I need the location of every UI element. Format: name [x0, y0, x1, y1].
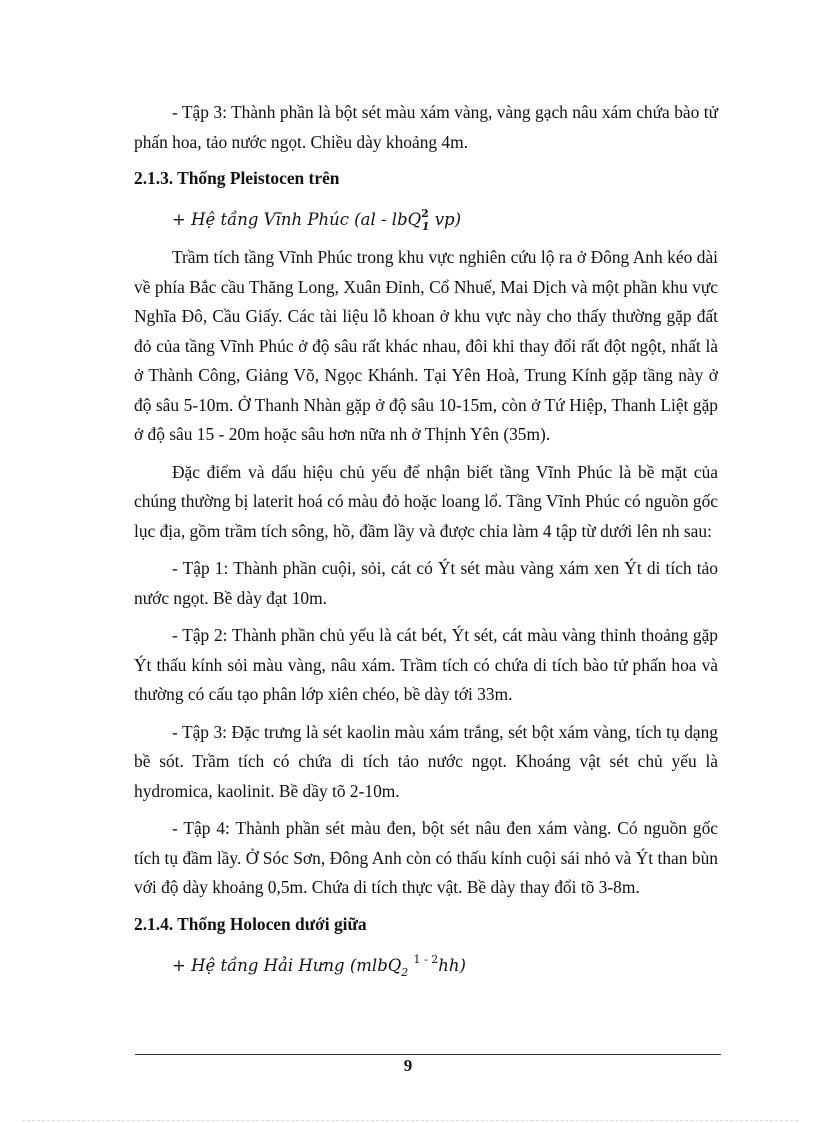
formula-prefix: + Hệ tầng Vĩnh Phúc (al - lbQ: [172, 210, 422, 229]
page-bottom-edge: [22, 1120, 798, 1121]
formula-prefix: + Hệ tầng Hải Hưng (mlbQ: [172, 955, 402, 975]
formula-superscript: 2: [421, 207, 429, 220]
formula-superscript: 1 - 2: [413, 952, 439, 966]
paragraph-tap3: - Tập 3: Đặc trưng là sét kaolin màu xám trắng, sét bột xám vàng, tích tụ dạng bề sót. Trầm tích có chứa di tích tảo nước ngọt. Khoáng vật sét chủ yếu là hydromica, kaolinit. Bề dầy tõ 2-10m.: [134, 721, 718, 801]
formula-suffix: vp): [434, 210, 462, 229]
formula-hai-hung: [134, 949, 718, 985]
formula-vinh-phuc: [134, 203, 718, 239]
formula-subscript: 1: [421, 220, 430, 233]
footer-divider: [135, 1054, 721, 1055]
paragraph-tap2: - Tập 2: Thành phần chủ yếu là cát bét, Ýt sét, cát màu vàng thỉnh thoảng gặp Ýt thấu kính sỏi màu vàng, nâu xám. Trầm tích có chứa di tích bào tử phấn hoa và thường có cấu tạo phân lớp xiên chéo, bề dày tới 33m.: [134, 625, 718, 704]
formula-subscript: 2: [401, 965, 409, 979]
paragraph-tap3-top: - Tập 3: Thành phần là bột sét màu xám vàng, vàng gạch nâu xám chứa bào tử phấn hoa, tảo nước ngọt. Chiều dày khoảng 4m.: [134, 102, 718, 152]
paragraph-tap4: - Tập 4: Thành phần sét màu đen, bột sét nâu đen xám vàng. Có nguồn gốc tích tụ đầm lầy. Ở Sóc Sơn, Đông Anh còn có thấu kính cuội sái nhỏ và Ýt than bùn với độ dày khoảng 0,5m. Chứa di tích thực vật. Bề dày thay đổi tõ 3-8m.: [134, 818, 718, 897]
section-heading-2-1-3: 2.1.3. Thống Pleistocen trên: [134, 168, 340, 188]
paragraph-tap1: - Tập 1: Thành phần cuội, sỏi, cát có Ýt sét màu vàng xám xen Ýt di tích tảo nước ngọt. Bề dày đạt 10m.: [134, 558, 718, 608]
paragraph-vinh-phuc-location: Trầm tích tầng Vĩnh Phúc trong khu vực nghiên cứu lộ ra ở Đông Anh kéo dài về phía Bắc cầu Thăng Long, Xuân Đỉnh, Cổ Nhuế, Mai Dịch và một phần khu vực Nghĩa Đô, Cầu Giấy. Các tài liệu lỗ khoan ở khu vực này cho thấy thường gặp đất đỏ của tầng Vĩnh Phúc ở độ sâu rất khác nhau, đôi khi thay đổi rất đột ngột, nhất là ở Thành Công, Giảng Võ, Ngọc Khánh. Tại Yên Hoà, Trung Kính gặp tầng này ở độ sâu 5-10m. Ở Thanh Nhàn gặp ở độ sâu 10-15m, còn ở Tứ Hiệp, Thanh Liệt gặp ở độ sâu 15 - 20m hoặc sâu hơn nữa nh ở Thịnh Yên (35m).: [134, 247, 718, 444]
page-body: [134, 98, 718, 989]
formula-suffix: hh): [438, 955, 466, 975]
paragraph-vinh-phuc-features: Đặc điểm và dấu hiệu chủ yếu để nhận biết tầng Vĩnh Phúc là bề mặt của chúng thường bị laterit hoá có màu đỏ hoặc loang lổ. Tầng Vĩnh Phúc có nguồn gốc lục địa, gồm trầm tích sông, hồ, đầm lầy và được chia làm 4 tập từ dưới lên nh sau:: [134, 461, 718, 541]
section-heading-2-1-4: 2.1.4. Thống Holocen dưới giữa: [134, 913, 367, 934]
page-number: 9: [403, 1056, 413, 1075]
